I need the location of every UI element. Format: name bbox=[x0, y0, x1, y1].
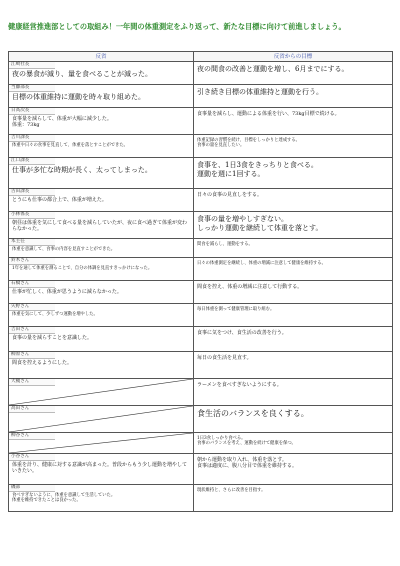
goal-cell bbox=[194, 189, 393, 212]
employee-name: 古田課長 bbox=[9, 189, 55, 196]
reflection-text: 1年を通して体重を測ることで、自分の体調を見直すきっかけになった。 bbox=[12, 266, 153, 271]
goal-text: ラーメンを食べすぎないようにする。 bbox=[197, 382, 282, 388]
goal-cell bbox=[194, 454, 393, 485]
table-row bbox=[9, 406, 393, 433]
reflection-text: 仕事が忙しく、体重が思うように減らなかった。 bbox=[12, 289, 122, 295]
employee-name: 吉川課長 bbox=[9, 135, 55, 142]
page-title: 健康経営推進部としての取組み！一年間の体重測定をふり返って、新たな目標に向けて前進しましょう。 bbox=[8, 22, 346, 31]
goal-text: 日々の食事の見直しをする。 bbox=[197, 192, 263, 198]
employee-name: 当藤部長 bbox=[9, 85, 55, 92]
goal-cell bbox=[194, 239, 393, 258]
goal-text: 食事の量を増やしすぎない。 しっかり運動を継続して体重を落とす。 bbox=[197, 215, 323, 232]
reflection-cell bbox=[9, 304, 194, 327]
employee-name: 大槻さん bbox=[9, 379, 55, 386]
goal-text: 食事に気をつけ、食生活の改善を行う。 bbox=[197, 330, 287, 336]
reflection-cell bbox=[9, 327, 194, 352]
goal-text: 1日3食しっかり食べる。 食事のバランスを考え、運動を続けて健康を保つ。 bbox=[197, 436, 296, 447]
reflection-cell bbox=[9, 258, 194, 281]
reflection-text: 間食を控えるようにした。 bbox=[12, 360, 73, 366]
goal-cell bbox=[194, 485, 393, 512]
table-row bbox=[9, 158, 393, 189]
reflection-table bbox=[8, 51, 393, 512]
reflection-cell bbox=[9, 108, 194, 135]
table-row bbox=[9, 327, 393, 352]
goal-cell bbox=[194, 304, 393, 327]
reflection-text: とうにも仕事の都合上で、体重が増えた。 bbox=[12, 197, 107, 203]
reflection-cell bbox=[9, 85, 194, 108]
table-row bbox=[9, 304, 393, 327]
table-row bbox=[9, 189, 393, 212]
goal-cell bbox=[194, 108, 393, 135]
reflection-text: 夜の暴食が減り、量を食べることが減った。 bbox=[12, 70, 152, 78]
table-row bbox=[9, 433, 393, 454]
table-row bbox=[9, 212, 393, 239]
goal-text: 引き続き目標の体重維持と運動を行う。 bbox=[197, 88, 323, 96]
employee-name: 江口課長 bbox=[9, 158, 55, 165]
reflection-text: 食べすぎないように、体重を意識して生活していた。 体重を維持できたことは良かった。 bbox=[12, 493, 116, 504]
reflection-text: 体重を意識して、食事の内容を見直すことができた。 bbox=[12, 247, 116, 252]
goal-cell bbox=[194, 158, 393, 189]
table-row bbox=[9, 352, 393, 379]
goal-cell bbox=[194, 258, 393, 281]
reflection-cell bbox=[9, 212, 194, 239]
employee-name: 小谷さん bbox=[9, 454, 55, 461]
reflection-cell bbox=[9, 379, 194, 406]
goal-cell bbox=[194, 379, 393, 406]
goal-cell bbox=[194, 433, 393, 454]
table-row bbox=[9, 135, 393, 158]
reflection-cell bbox=[9, 485, 194, 512]
blank-strike-line bbox=[9, 406, 193, 432]
blank-strike-line bbox=[9, 433, 193, 453]
table-row bbox=[9, 62, 393, 85]
goal-text: 食生活のバランスを良くする。 bbox=[197, 409, 309, 418]
reflection-cell bbox=[9, 433, 194, 454]
reflection-cell bbox=[9, 158, 194, 189]
reflection-text: 仕事が多忙な時期が長く、太ってしまった。 bbox=[12, 166, 152, 174]
goal-text: 毎日の食生活を見直す。 bbox=[197, 355, 252, 361]
employee-name: 磯部 bbox=[9, 485, 55, 492]
goal-text: 現状維持と、さらに改善を目指す。 bbox=[197, 488, 266, 493]
table-row bbox=[9, 258, 393, 281]
employee-name: 小林係長 bbox=[9, 212, 55, 219]
goal-cell bbox=[194, 281, 393, 304]
goal-text: 食事を、1日3食をきっちりと食べる。 運動を週に1回する。 bbox=[197, 161, 318, 178]
table-header-row bbox=[9, 52, 393, 62]
reflection-text: 朝昼は体重を気にして食べる量を減らしていたが、夜に食べ過ぎて体重が変わらなかった。 bbox=[12, 220, 188, 233]
reflection-cell bbox=[9, 62, 194, 85]
employee-name: 吉田さん bbox=[9, 327, 55, 334]
reflection-text: 体重を気にして、少しずつ運動を増やした。 bbox=[12, 312, 98, 317]
reflection-text: 体重を計り、健康に対する意識が高まった。普段からもう少し運動を増やしていきたい。 bbox=[12, 462, 188, 475]
reflection-cell bbox=[9, 352, 194, 379]
header-reflection: 反省 bbox=[9, 52, 194, 62]
header-goal: 反省からの目標 bbox=[194, 52, 393, 62]
employee-name: 石橋さん bbox=[9, 281, 55, 288]
goal-text: 食事量を減らし、運動による体重を行い、73kg目標で続ける。 bbox=[197, 111, 340, 117]
goal-cell bbox=[194, 62, 393, 85]
goal-cell bbox=[194, 352, 393, 379]
reflection-cell bbox=[9, 454, 194, 485]
goal-cell bbox=[194, 85, 393, 108]
table-row bbox=[9, 281, 393, 304]
table-row bbox=[9, 239, 393, 258]
employee-name: 柳原さん bbox=[9, 352, 55, 359]
table-row bbox=[9, 108, 393, 135]
reflection-text: 目標の体重維持に運動を時々取り組めた。 bbox=[12, 93, 145, 101]
goal-text: 日々の体重測定を継続し、体重の増減に注意して健康を維持する。 bbox=[197, 261, 326, 266]
employee-name: 日高次長 bbox=[9, 108, 55, 115]
goal-text: 体重記録の習慣を続け、目標をしっかりと達成する。 食事の量を見直したい。 bbox=[197, 138, 300, 149]
goal-cell bbox=[194, 212, 393, 239]
table-row bbox=[9, 454, 393, 485]
reflection-cell bbox=[9, 406, 194, 433]
employee-name: 鈴木さん bbox=[9, 258, 55, 265]
goal-cell bbox=[194, 327, 393, 352]
goal-cell bbox=[194, 135, 393, 158]
table-row bbox=[9, 379, 393, 406]
reflection-cell bbox=[9, 135, 194, 158]
employee-name: 矢野さん bbox=[9, 304, 55, 311]
goal-text: 間食を控え、体重の増減に注意して行動する。 bbox=[197, 284, 303, 290]
goal-text: 間食を減らし、運動をする。 bbox=[197, 242, 253, 247]
employee-name: 柳谷さん bbox=[9, 433, 55, 440]
goal-text: 夜の間食の改善と運動を増し、6月までにする。 bbox=[197, 65, 349, 73]
table-row bbox=[9, 485, 393, 512]
reflection-cell bbox=[9, 239, 194, 258]
goal-text: 朝から運動を取り入れ、体重を落とす。 食事は適度に、腹八分目で体重を維持する。 bbox=[197, 457, 298, 470]
goal-text: 毎日体重を測って健康管理に取り組む。 bbox=[197, 307, 275, 312]
reflection-text: 食事量を減らして、体重が大幅に減少した。 体重：73kg bbox=[12, 116, 112, 129]
goal-cell bbox=[194, 406, 393, 433]
reflection-text: 食事の量を減らすことを意識した。 bbox=[12, 335, 93, 341]
reflection-text: 体重や日々の食事を見直して、体重を落とすことができた。 bbox=[12, 143, 128, 148]
table-row bbox=[9, 85, 393, 108]
blank-strike-line bbox=[9, 379, 193, 405]
reflection-cell bbox=[9, 189, 194, 212]
employee-name: 江崎社長 bbox=[9, 62, 55, 69]
employee-name: 高田さん bbox=[9, 406, 55, 413]
employee-name: 本主任 bbox=[9, 239, 55, 246]
reflection-cell bbox=[9, 281, 194, 304]
